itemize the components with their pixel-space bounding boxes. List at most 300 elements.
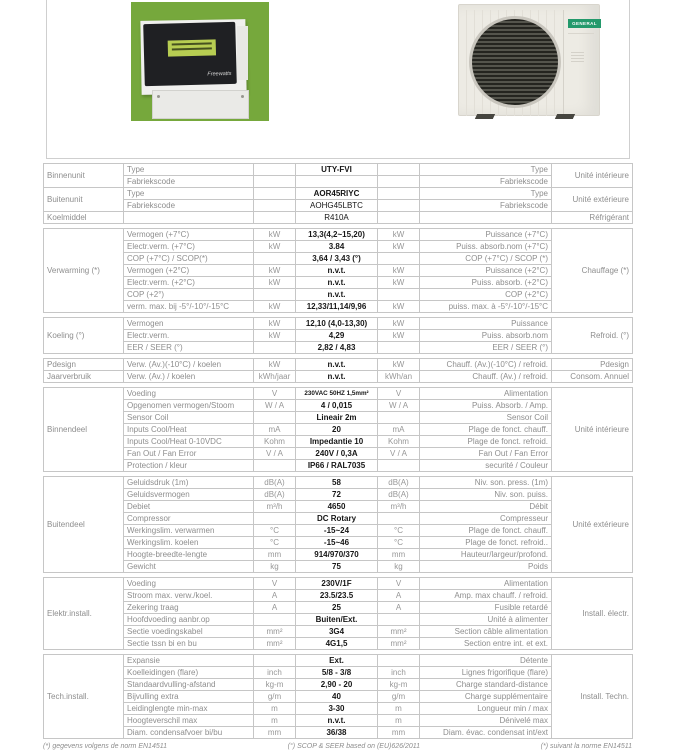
outdoor-unit-panel-seam: [563, 10, 564, 117]
unit-right-cell: °C: [378, 525, 420, 537]
nl-label-cell: Werkingslim. verwarmen: [124, 525, 254, 537]
nl-group-cell: Elektr.install.: [44, 578, 124, 650]
value-cell: 2,90 - 20: [296, 679, 378, 691]
unit-left-cell: A: [254, 590, 296, 602]
value-cell: 240V / 0,3A: [296, 448, 378, 460]
nl-label-cell: Fan Out / Fan Error: [124, 448, 254, 460]
value-cell: n.v.t.: [296, 289, 378, 301]
fr-group-cell: Chauffage (*): [552, 229, 633, 313]
nl-label-cell: verm. max. bij -5°/-10°/-15°C: [124, 301, 254, 313]
value-cell: 23.5/23.5: [296, 590, 378, 602]
spec-row: [44, 489, 633, 501]
unit-left-cell: °C: [254, 537, 296, 549]
unit-left-cell: [254, 460, 296, 472]
spec-row: [44, 301, 633, 313]
spec-row: [44, 448, 633, 460]
spec-row: [44, 590, 633, 602]
spec-row: [44, 200, 633, 212]
unit-right-cell: [378, 212, 420, 224]
spec-row: [44, 212, 633, 224]
unit-right-cell: V: [378, 388, 420, 400]
nl-label-cell: Hoogteverschil max: [124, 715, 254, 727]
nl-label-cell: Koelleidingen (flare): [124, 667, 254, 679]
fr-group-cell: Réfrigérant: [552, 212, 633, 224]
spec-row: [44, 412, 633, 424]
spec-row: [44, 513, 633, 525]
fr-label-cell: Amp. max chauff. / refroid.: [420, 590, 552, 602]
nl-label-cell: Electr.verm.: [124, 330, 254, 342]
outdoor-unit-foot: [475, 114, 495, 119]
value-cell: UTY-FVI: [296, 164, 378, 176]
unit-right-cell: [378, 289, 420, 301]
value-cell: IP66 / RAL7035: [296, 460, 378, 472]
nl-label-cell: Vermogen (+2°C): [124, 265, 254, 277]
fr-label-cell: Puissance (+2°C): [420, 265, 552, 277]
unit-left-cell: dB(A): [254, 489, 296, 501]
fr-label-cell: Fabriekscode: [420, 176, 552, 188]
spec-row: [44, 330, 633, 342]
unit-right-cell: V / A: [378, 448, 420, 460]
value-cell: n.v.t.: [296, 359, 378, 371]
spec-row: [44, 460, 633, 472]
nl-label-cell: Hoogte-breedte-lengte: [124, 549, 254, 561]
nl-group-cell: Jaarverbruik: [44, 371, 124, 383]
unit-right-cell: kW: [378, 277, 420, 289]
product-photos-panel: [46, 0, 630, 159]
unit-left-cell: [254, 342, 296, 354]
nl-label-cell: Gewicht: [124, 561, 254, 573]
fr-label-cell: Alimentation: [420, 388, 552, 400]
fr-label-cell: Unité à alimenter: [420, 614, 552, 626]
spec-row: [44, 626, 633, 638]
fr-label-cell: Longueur min / max: [420, 703, 552, 715]
value-cell: Buiten/Ext.: [296, 614, 378, 626]
spec-row: [44, 525, 633, 537]
unit-left-cell: inch: [254, 667, 296, 679]
unit-left-cell: kW: [254, 277, 296, 289]
nl-label-cell: Voeding: [124, 388, 254, 400]
spec-row: [44, 388, 633, 400]
value-cell: 20: [296, 424, 378, 436]
footnote-left: (*) gegevens volgens de norm EN14511: [43, 743, 168, 750]
value-cell: 5/8 - 3/8: [296, 667, 378, 679]
nl-label-cell: Leidinglengte min-max: [124, 703, 254, 715]
unit-right-cell: Kohm: [378, 436, 420, 448]
spec-block-7: [43, 654, 633, 739]
unit-left-cell: [254, 212, 296, 224]
spec-row: [44, 667, 633, 679]
spec-row: [44, 359, 633, 371]
fr-label-cell: Fusible retardé: [420, 602, 552, 614]
fr-label-cell: Puissance (+7°C): [420, 229, 552, 241]
nl-group-cell: Koelmiddel: [44, 212, 124, 224]
nl-label-cell: Standaardvulling-afstand: [124, 679, 254, 691]
value-cell: 36/38: [296, 727, 378, 739]
indoor-unit-photo: [131, 2, 269, 121]
unit-left-cell: [254, 253, 296, 265]
nl-label-cell: Sectie voedingskabel: [124, 626, 254, 638]
unit-left-cell: mm²: [254, 638, 296, 650]
unit-left-cell: kg: [254, 561, 296, 573]
unit-right-cell: mm: [378, 727, 420, 739]
nl-label-cell: Voeding: [124, 578, 254, 590]
unit-right-cell: [378, 614, 420, 626]
unit-right-cell: [378, 342, 420, 354]
fr-label-cell: [420, 212, 552, 224]
unit-left-cell: mm: [254, 549, 296, 561]
nl-label-cell: Vermogen: [124, 318, 254, 330]
nl-label-cell: [124, 212, 254, 224]
value-cell: [296, 176, 378, 188]
value-cell: 12,33/11,14/9,96: [296, 301, 378, 313]
controller-lcd-display: [168, 39, 216, 56]
fr-group-cell: Unité intérieure: [552, 164, 633, 188]
spec-row: [44, 342, 633, 354]
controller-brand-label: Freewatts: [207, 70, 232, 78]
nl-group-cell: Buitendeel: [44, 477, 124, 573]
unit-left-cell: °C: [254, 525, 296, 537]
unit-left-cell: kW: [254, 229, 296, 241]
fr-label-cell: Détente: [420, 655, 552, 667]
unit-right-cell: kW: [378, 301, 420, 313]
value-cell: -15~46: [296, 537, 378, 549]
spec-row: [44, 253, 633, 265]
spec-block-2: [43, 317, 633, 354]
spec-row: [44, 424, 633, 436]
fr-label-cell: Sensor Coil: [420, 412, 552, 424]
spec-block-1: [43, 228, 633, 313]
fr-label-cell: Puiss. absorb. (+2°C): [420, 277, 552, 289]
unit-left-cell: kW: [254, 265, 296, 277]
unit-right-cell: kg: [378, 561, 420, 573]
spec-row: [44, 727, 633, 739]
unit-left-cell: mA: [254, 424, 296, 436]
unit-left-cell: mm: [254, 727, 296, 739]
controller-front-panel: [143, 22, 237, 86]
nl-label-cell: Protection / kleur: [124, 460, 254, 472]
nl-label-cell: Compressor: [124, 513, 254, 525]
nl-label-cell: Electr.verm. (+7°C): [124, 241, 254, 253]
fr-label-cell: Fan Out / Fan Error: [420, 448, 552, 460]
nl-label-cell: Sectie tssn bi en bu: [124, 638, 254, 650]
value-cell: AOR45RIYC: [296, 188, 378, 200]
nl-label-cell: Zekering traag: [124, 602, 254, 614]
fr-label-cell: Hauteur/largeur/profond.: [420, 549, 552, 561]
fr-label-cell: Puiss. Absorb. / Amp.: [420, 400, 552, 412]
outdoor-unit-foot: [555, 114, 575, 119]
outdoor-unit-photo: [452, 0, 604, 130]
nl-label-cell: Vermogen (+7°C): [124, 229, 254, 241]
nl-label-cell: Opgenomen vermogen/Stoom: [124, 400, 254, 412]
value-cell: 4,29: [296, 330, 378, 342]
unit-left-cell: kW: [254, 241, 296, 253]
spec-row: [44, 188, 633, 200]
unit-right-cell: m: [378, 703, 420, 715]
unit-right-cell: kWh/an: [378, 371, 420, 383]
fr-label-cell: Charge supplémentaire: [420, 691, 552, 703]
nl-label-cell: Bijvulling extra: [124, 691, 254, 703]
unit-left-cell: [254, 176, 296, 188]
fr-label-cell: Débit: [420, 501, 552, 513]
unit-right-cell: dB(A): [378, 477, 420, 489]
fr-group-cell: Unité extérieure: [552, 188, 633, 212]
fan-grille-icon: [469, 16, 561, 108]
unit-right-cell: [378, 655, 420, 667]
unit-left-cell: W / A: [254, 400, 296, 412]
fr-label-cell: Plage de fonct. refroid.: [420, 436, 552, 448]
spec-block-3: [43, 358, 633, 383]
value-cell: 13,3(4,2~15,20): [296, 229, 378, 241]
value-cell: 12,10 (4,0-13,30): [296, 318, 378, 330]
value-cell: DC Rotary: [296, 513, 378, 525]
unit-left-cell: m³/h: [254, 501, 296, 513]
unit-right-cell: [378, 513, 420, 525]
nl-label-cell: Sensor Coil: [124, 412, 254, 424]
spec-row: [44, 691, 633, 703]
spec-row: [44, 265, 633, 277]
value-cell: Impedantie 10: [296, 436, 378, 448]
spec-block-4: [43, 387, 633, 472]
spec-row: [44, 277, 633, 289]
nl-label-cell: Verw. (Av.) / koelen: [124, 371, 254, 383]
unit-right-cell: dB(A): [378, 489, 420, 501]
fr-group-cell: Pdesign: [552, 359, 633, 371]
value-cell: 72: [296, 489, 378, 501]
nl-label-cell: Diam. condensafvoer bi/bu: [124, 727, 254, 739]
value-cell: Lineair 2m: [296, 412, 378, 424]
spec-row: [44, 602, 633, 614]
spec-row: [44, 289, 633, 301]
value-cell: 3-30: [296, 703, 378, 715]
spec-row: [44, 400, 633, 412]
fr-label-cell: Compresseur: [420, 513, 552, 525]
fr-label-cell: Puiss. absorb.nom: [420, 330, 552, 342]
nl-group-cell: Verwarming (*): [44, 229, 124, 313]
fr-label-cell: Charge standard-distance: [420, 679, 552, 691]
value-cell: 4G1,5: [296, 638, 378, 650]
unit-left-cell: [254, 164, 296, 176]
fr-label-cell: Section entre int. et ext.: [420, 638, 552, 650]
fr-label-cell: Chauff. (Av.) / refroid.: [420, 371, 552, 383]
value-cell: 914/970/370: [296, 549, 378, 561]
spec-row: [44, 537, 633, 549]
nl-label-cell: Fabriekscode: [124, 200, 254, 212]
unit-left-cell: Kohm: [254, 436, 296, 448]
unit-left-cell: V / A: [254, 448, 296, 460]
spec-row: [44, 703, 633, 715]
spec-row: [44, 638, 633, 650]
nl-label-cell: Electr.verm. (+2°C): [124, 277, 254, 289]
spec-row: [44, 164, 633, 176]
value-cell: 4 / 0,015: [296, 400, 378, 412]
unit-left-cell: [254, 513, 296, 525]
unit-right-cell: kW: [378, 229, 420, 241]
unit-right-cell: inch: [378, 667, 420, 679]
unit-right-cell: mm²: [378, 638, 420, 650]
spec-row: [44, 318, 633, 330]
fr-group-cell: Unité extérieure: [552, 477, 633, 573]
unit-right-cell: A: [378, 590, 420, 602]
spec-row: [44, 371, 633, 383]
value-cell: n.v.t.: [296, 371, 378, 383]
spec-block-0: [43, 163, 633, 224]
spec-row: [44, 436, 633, 448]
value-cell: n.v.t.: [296, 277, 378, 289]
spec-row: [44, 614, 633, 626]
spec-row: [44, 561, 633, 573]
nl-label-cell: COP (+2°): [124, 289, 254, 301]
unit-left-cell: [254, 412, 296, 424]
outdoor-unit-body: [458, 4, 600, 116]
fr-group-cell: Consom. Annuel: [552, 371, 633, 383]
unit-right-cell: kg-m: [378, 679, 420, 691]
unit-right-cell: mm: [378, 549, 420, 561]
spec-row: [44, 229, 633, 241]
unit-right-cell: [378, 200, 420, 212]
fr-label-cell: Puissance: [420, 318, 552, 330]
nl-label-cell: Geluidsdruk (1m): [124, 477, 254, 489]
nl-label-cell: Geluidsvermogen: [124, 489, 254, 501]
spec-row: [44, 549, 633, 561]
value-cell: n.v.t.: [296, 715, 378, 727]
spec-row: [44, 655, 633, 667]
value-cell: R410A: [296, 212, 378, 224]
nl-label-cell: Type: [124, 188, 254, 200]
fr-group-cell: Install. électr.: [552, 578, 633, 650]
unit-right-cell: V: [378, 578, 420, 590]
spec-row: [44, 578, 633, 590]
fr-label-cell: Plage de fonct. refroid..: [420, 537, 552, 549]
fr-group-cell: Unité intérieure: [552, 388, 633, 472]
nl-label-cell: Debiet: [124, 501, 254, 513]
value-cell: 40: [296, 691, 378, 703]
value-cell: n.v.t.: [296, 265, 378, 277]
footnote-right: (*) suivant la norme EN14511: [540, 743, 632, 750]
fr-label-cell: Diam. évac. condensat int/ext: [420, 727, 552, 739]
spec-row: [44, 501, 633, 513]
spec-block-6: [43, 577, 633, 650]
nl-group-cell: Buitenunit: [44, 188, 124, 212]
nl-label-cell: Fabriekscode: [124, 176, 254, 188]
unit-left-cell: g/m: [254, 691, 296, 703]
fr-label-cell: securité / Couleur: [420, 460, 552, 472]
fr-label-cell: Alimentation: [420, 578, 552, 590]
unit-right-cell: A: [378, 602, 420, 614]
nl-label-cell: Stroom max. verw./koel.: [124, 590, 254, 602]
unit-left-cell: m: [254, 715, 296, 727]
unit-right-cell: W / A: [378, 400, 420, 412]
unit-left-cell: m: [254, 703, 296, 715]
fr-label-cell: puiss. max. à -5°/-10°/-15°C: [420, 301, 552, 313]
nl-group-cell: Binnenunit: [44, 164, 124, 188]
nl-label-cell: Verw. (Av.)(-10°C) / koelen: [124, 359, 254, 371]
fr-label-cell: Lignes frigorifique (flare): [420, 667, 552, 679]
spec-row: [44, 477, 633, 489]
unit-right-cell: [378, 460, 420, 472]
unit-right-cell: kW: [378, 265, 420, 277]
unit-left-cell: [254, 614, 296, 626]
brand-logo: GENERAL: [568, 19, 601, 28]
nl-group-cell: Koeling (°): [44, 318, 124, 354]
nl-group-cell: Pdesign: [44, 359, 124, 371]
unit-left-cell: kW: [254, 318, 296, 330]
fr-group-cell: Install. Techn.: [552, 655, 633, 739]
unit-right-cell: [378, 164, 420, 176]
fr-label-cell: Niv. son. puiss.: [420, 489, 552, 501]
spec-row: [44, 241, 633, 253]
spec-row: [44, 715, 633, 727]
unit-left-cell: [254, 200, 296, 212]
spec-table: [43, 163, 632, 750]
unit-right-cell: mm²: [378, 626, 420, 638]
unit-right-cell: g/m: [378, 691, 420, 703]
controller-side-cover: [237, 26, 248, 80]
spec-row: [44, 176, 633, 188]
nl-label-cell: Type: [124, 164, 254, 176]
outdoor-unit-sticker: [571, 51, 584, 62]
fr-label-cell: COP (+2°C): [420, 289, 552, 301]
value-cell: 3G4: [296, 626, 378, 638]
unit-left-cell: kg-m: [254, 679, 296, 691]
fr-label-cell: EER / SEER (°): [420, 342, 552, 354]
fr-label-cell: COP (+7°C) / SCOP (*): [420, 253, 552, 265]
footnote-center: (°) SCOP & SEER based on (EU)626/2011: [287, 743, 421, 750]
nl-label-cell: Expansie: [124, 655, 254, 667]
nl-label-cell: Inputs Cool/Heat: [124, 424, 254, 436]
fr-group-cell: Refroid. (°): [552, 318, 633, 354]
nl-label-cell: Werkingslim. koelen: [124, 537, 254, 549]
unit-left-cell: [254, 655, 296, 667]
fr-label-cell: Type: [420, 188, 552, 200]
value-cell: 58: [296, 477, 378, 489]
value-cell: 2,82 / 4,83: [296, 342, 378, 354]
nl-label-cell: Hoofdvoeding aanbr.op: [124, 614, 254, 626]
spec-block-5: [43, 476, 633, 573]
outdoor-unit-label-line: [568, 33, 594, 34]
value-cell: -15~24: [296, 525, 378, 537]
nl-group-cell: Tech.install.: [44, 655, 124, 739]
unit-left-cell: dB(A): [254, 477, 296, 489]
unit-left-cell: kW: [254, 330, 296, 342]
fr-label-cell: Puiss. absorb.nom (+7°C): [420, 241, 552, 253]
unit-right-cell: mA: [378, 424, 420, 436]
unit-right-cell: kW: [378, 359, 420, 371]
fr-label-cell: Dénivelé max: [420, 715, 552, 727]
unit-left-cell: kWh/jaar: [254, 371, 296, 383]
unit-left-cell: kW: [254, 359, 296, 371]
unit-left-cell: V: [254, 388, 296, 400]
nl-label-cell: Inputs Cool/Heat 0-10VDC: [124, 436, 254, 448]
fr-label-cell: Poids: [420, 561, 552, 573]
fr-label-cell: Chauff. (Av.)(-10°C) / refroid.: [420, 359, 552, 371]
unit-right-cell: m: [378, 715, 420, 727]
unit-right-cell: kW: [378, 318, 420, 330]
unit-right-cell: [378, 412, 420, 424]
spec-row: [44, 679, 633, 691]
value-cell: 25: [296, 602, 378, 614]
unit-right-cell: [378, 253, 420, 265]
value-cell: Ext.: [296, 655, 378, 667]
fr-label-cell: Section câble alimentation: [420, 626, 552, 638]
unit-left-cell: A: [254, 602, 296, 614]
fr-label-cell: Plage de fonct. chauff.: [420, 525, 552, 537]
footnotes: [43, 743, 632, 750]
value-cell: 75: [296, 561, 378, 573]
value-cell: 230VAC 50HZ 1,5mm²: [296, 388, 378, 400]
unit-right-cell: m³/h: [378, 501, 420, 513]
unit-left-cell: [254, 289, 296, 301]
unit-left-cell: kW: [254, 301, 296, 313]
